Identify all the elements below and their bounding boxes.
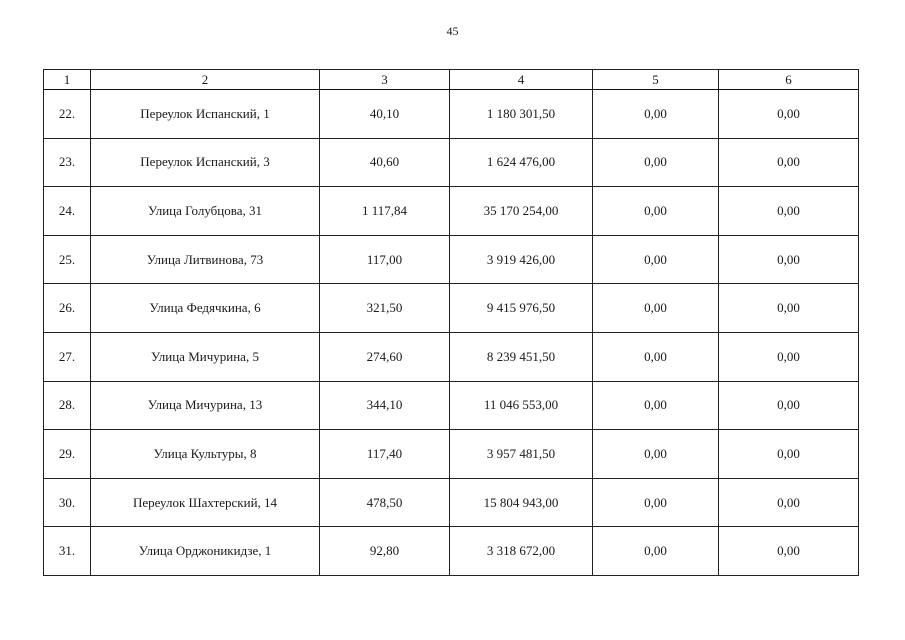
table-row	[44, 381, 859, 430]
value-5-cell: 0,00	[593, 187, 719, 236]
table-row	[44, 235, 859, 284]
column-header-3: 3	[320, 70, 450, 90]
row-number: 22.	[44, 90, 91, 139]
column-header-6: 6	[719, 70, 859, 90]
address-cell: Улица Мичурина, 5	[91, 332, 320, 381]
row-number: 27.	[44, 332, 91, 381]
row-number: 28.	[44, 381, 91, 430]
value-6-cell: 0,00	[719, 90, 859, 139]
value-5-cell: 0,00	[593, 332, 719, 381]
area-cell: 117,40	[320, 430, 450, 479]
value-6-cell: 0,00	[719, 527, 859, 576]
value-6-cell: 0,00	[719, 187, 859, 236]
value-6-cell: 0,00	[719, 430, 859, 479]
table-header	[44, 70, 859, 90]
area-cell: 40,60	[320, 138, 450, 187]
amount-cell: 3 919 426,00	[450, 235, 593, 284]
table-row	[44, 284, 859, 333]
area-cell: 92,80	[320, 527, 450, 576]
table-row	[44, 478, 859, 527]
address-cell: Переулок Шахтерский, 14	[91, 478, 320, 527]
amount-cell: 11 046 553,00	[450, 381, 593, 430]
row-number: 24.	[44, 187, 91, 236]
address-cell: Улица Федячкина, 6	[91, 284, 320, 333]
amount-cell: 8 239 451,50	[450, 332, 593, 381]
table-row	[44, 187, 859, 236]
page-number: 45	[446, 24, 459, 38]
amount-cell: 1 180 301,50	[450, 90, 593, 139]
column-header-2: 2	[91, 70, 320, 90]
area-cell: 321,50	[320, 284, 450, 333]
table-row	[44, 527, 859, 576]
address-cell: Переулок Испанский, 1	[91, 90, 320, 139]
header-row	[44, 70, 859, 90]
value-5-cell: 0,00	[593, 381, 719, 430]
row-number: 25.	[44, 235, 91, 284]
table-body	[44, 90, 859, 576]
area-cell: 40,10	[320, 90, 450, 139]
value-6-cell: 0,00	[719, 332, 859, 381]
table-row	[44, 332, 859, 381]
row-number: 29.	[44, 430, 91, 479]
amount-cell: 3 957 481,50	[450, 430, 593, 479]
amount-cell: 35 170 254,00	[450, 187, 593, 236]
row-number: 26.	[44, 284, 91, 333]
value-5-cell: 0,00	[593, 527, 719, 576]
value-6-cell: 0,00	[719, 235, 859, 284]
column-header-5: 5	[593, 70, 719, 90]
value-6-cell: 0,00	[719, 284, 859, 333]
row-number: 31.	[44, 527, 91, 576]
value-5-cell: 0,00	[593, 138, 719, 187]
address-cell: Переулок Испанский, 3	[91, 138, 320, 187]
value-5-cell: 0,00	[593, 235, 719, 284]
value-6-cell: 0,00	[719, 478, 859, 527]
area-cell: 478,50	[320, 478, 450, 527]
column-header-4: 4	[450, 70, 593, 90]
area-cell: 274,60	[320, 332, 450, 381]
address-cell: Улица Голубцова, 31	[91, 187, 320, 236]
table-row	[44, 138, 859, 187]
address-cell: Улица Культуры, 8	[91, 430, 320, 479]
table-row	[44, 90, 859, 139]
value-5-cell: 0,00	[593, 90, 719, 139]
value-5-cell: 0,00	[593, 478, 719, 527]
column-header-1: 1	[44, 70, 91, 90]
amount-cell: 3 318 672,00	[450, 527, 593, 576]
area-cell: 1 117,84	[320, 187, 450, 236]
address-cell: Улица Орджоникидзе, 1	[91, 527, 320, 576]
amount-cell: 15 804 943,00	[450, 478, 593, 527]
area-cell: 344,10	[320, 381, 450, 430]
value-5-cell: 0,00	[593, 430, 719, 479]
address-cell: Улица Мичурина, 13	[91, 381, 320, 430]
table-row	[44, 430, 859, 479]
address-cell: Улица Литвинова, 73	[91, 235, 320, 284]
row-number: 23.	[44, 138, 91, 187]
value-6-cell: 0,00	[719, 138, 859, 187]
area-cell: 117,00	[320, 235, 450, 284]
data-table	[43, 69, 859, 576]
amount-cell: 9 415 976,50	[450, 284, 593, 333]
value-6-cell: 0,00	[719, 381, 859, 430]
value-5-cell: 0,00	[593, 284, 719, 333]
amount-cell: 1 624 476,00	[450, 138, 593, 187]
row-number: 30.	[44, 478, 91, 527]
